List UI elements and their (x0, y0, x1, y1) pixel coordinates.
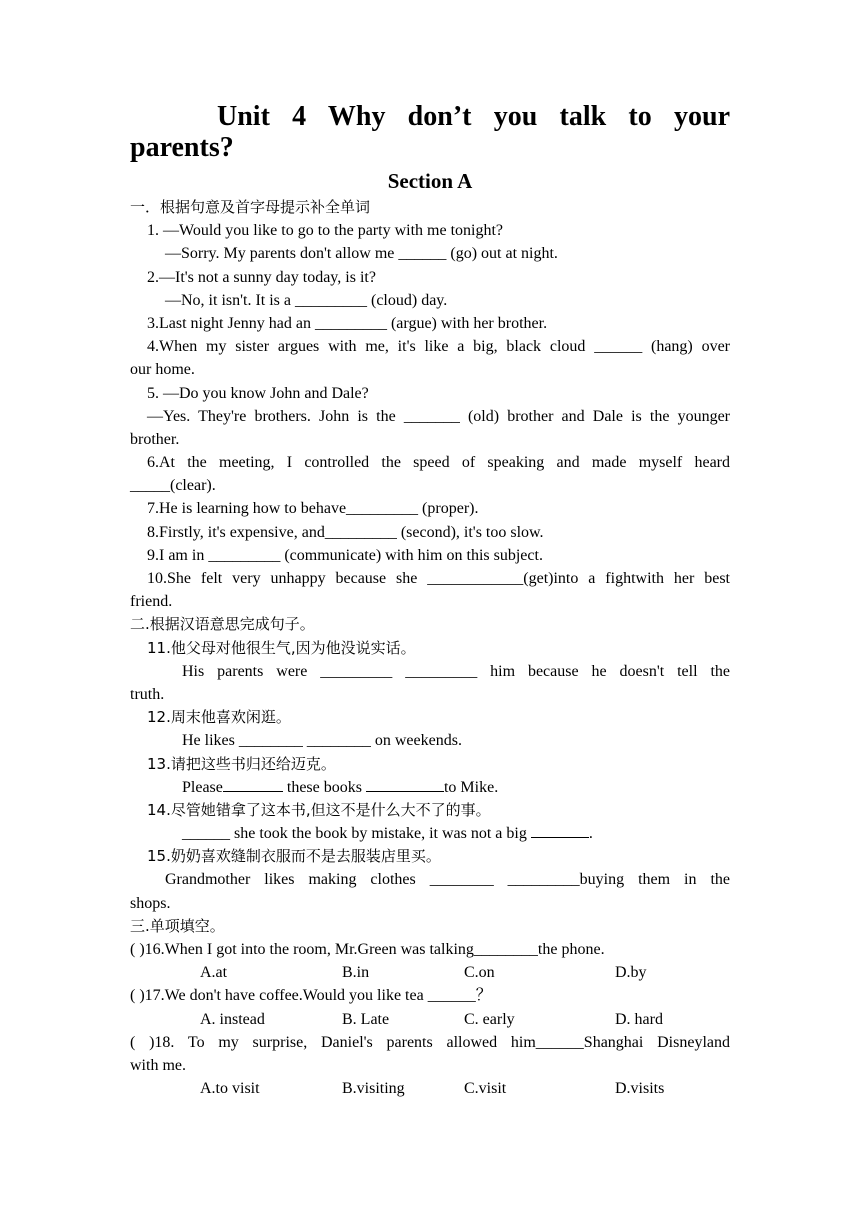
blank-line (531, 822, 589, 838)
option-b: B.in (342, 964, 370, 982)
question-13-mid: these books (282, 778, 366, 796)
question-17: ( )17.We don't have coffee.Would you like tea ______？ (130, 987, 492, 1005)
question-4b: our home. (130, 361, 195, 379)
question-17-options (130, 1008, 730, 1031)
part3-heading: 三.单项填空。 (130, 916, 225, 935)
option-d: D.by (615, 964, 647, 982)
option-c: C.on (464, 964, 495, 982)
option-d: D. hard (615, 1010, 663, 1028)
option-d: D.visits (615, 1080, 665, 1098)
question-11a: His parents were _________ _________ him because he doesn't tell the (182, 662, 730, 680)
question-13-pre: Please (182, 778, 223, 796)
question-10b: friend. (130, 593, 173, 611)
question-12-chinese: 12.周末他喜欢闲逛。 (147, 708, 291, 727)
question-14-post: . (588, 825, 593, 843)
question-5a: 5. —Do you know John and Dale? (147, 384, 369, 402)
question-1a: 1. —Would you like to go to the party with me tonight? (147, 222, 503, 240)
question-6a: 6.At the meeting, I controlled the speed of speaking and made myself heard (147, 454, 730, 472)
question-5c: brother. (130, 430, 180, 448)
title-line-2: parents? (130, 132, 234, 163)
option-a: A.to visit (200, 1080, 260, 1098)
question-2a: 2.—It's not a sunny day today, is it? (147, 268, 376, 286)
option-c: C.visit (464, 1080, 507, 1098)
question-15-chinese: 15.奶奶喜欢缝制衣服而不是去服装店里买。 (147, 847, 441, 866)
question-4a: 4.When my sister argues with me, it's like a big, black cloud ______ (hang) over (147, 338, 730, 356)
question-14-main: ______ she took the book by mistake, it was not a big (182, 825, 531, 843)
question-7: 7.He is learning how to behave_________ (proper). (147, 500, 479, 518)
question-2b: —No, it isn't. It is a _________ (cloud) day. (165, 291, 448, 309)
question-3: 3.Last night Jenny had an _________ (argue) with her brother. (147, 314, 548, 332)
question-12: He likes ________ ________ on weekends. (182, 732, 462, 750)
option-a: A.at (200, 964, 228, 982)
option-c: C. early (464, 1010, 515, 1028)
question-16-options (130, 961, 730, 984)
worksheet-content (130, 196, 730, 1100)
question-10a: 10.She felt very unhappy because she ____________(get)into a fightwith her best (147, 570, 730, 587)
question-13-chinese: 13.请把这些书归还给迈克。 (147, 754, 336, 773)
question-13 (130, 776, 730, 799)
question-14-chinese: 14.尽管她错拿了这本书,但这不是什么大不了的事。 (147, 800, 491, 819)
question-11b: truth. (130, 685, 165, 703)
page-title (130, 101, 730, 163)
question-8: 8.Firstly, it's expensive, and_________ (second), it's too slow. (147, 523, 544, 541)
question-15a: Grandmother likes making clothes ________ _________buying them in the (165, 871, 730, 889)
title-line-1: Unit 4 Why don’t you talk to your (217, 101, 730, 132)
question-18b: with me. (130, 1056, 186, 1074)
blank-line (366, 776, 444, 792)
section-heading: Section A (387, 169, 473, 193)
question-18a: ( )18. To my surprise, Daniel's parents allowed him______Shanghai Disneyland (130, 1033, 730, 1051)
question-5b: —Yes. They're brothers. John is the _______ (old) brother and Dale is the younger (147, 407, 730, 425)
question-9: 9.I am in _________ (communicate) with him on this subject. (147, 546, 543, 564)
option-b: B.visiting (342, 1080, 405, 1098)
option-a: A. instead (200, 1010, 265, 1028)
question-18-options (130, 1077, 730, 1100)
question-16: ( )16.When I got into the room, Mr.Green was talking________the phone. (130, 941, 605, 958)
option-b: B. Late (342, 1010, 390, 1028)
question-11-chinese: 11.他父母对他很生气,因为他没说实话。 (147, 638, 416, 657)
question-15b: shops. (130, 894, 171, 912)
blank-line (223, 776, 283, 792)
question-14 (130, 822, 730, 845)
question-13-post: to Mike. (443, 778, 499, 796)
question-6b: _____(clear). (130, 477, 216, 495)
part1-heading: 一．根据句意及首字母提示补全单词 (130, 198, 371, 216)
part2-heading: 二.根据汉语意思完成句子。 (130, 615, 315, 634)
question-1b: —Sorry. My parents don't allow me ______ (go) out at night. (165, 245, 558, 263)
